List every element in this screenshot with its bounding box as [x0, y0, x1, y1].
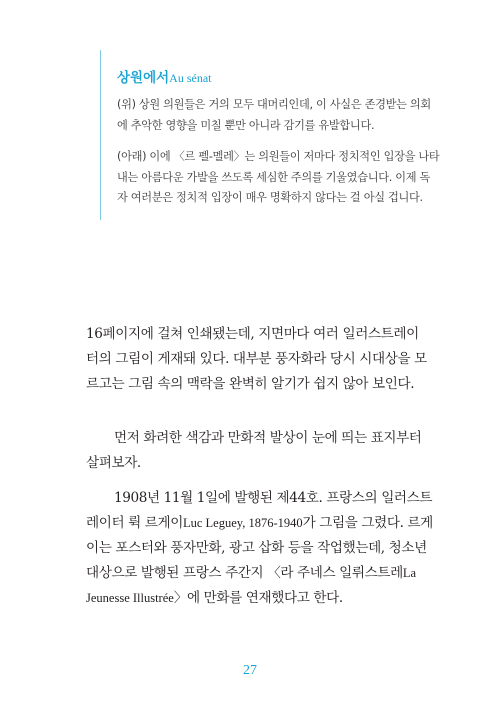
body-line: 이는 포스터와 풍자만화, 광고 삽화 등을 작업했는데, 청소년 — [86, 540, 427, 556]
caption-line: (위) 상원 의원들은 거의 모두 대머리인데, 이 사실은 존경받는 의회 — [117, 98, 431, 111]
body-line: 터의 그림이 게재돼 있다. 대부분 풍자화라 당시 시대상을 모 — [86, 351, 427, 367]
body-text-run: 가 그림을 그렸다. 르게 — [302, 515, 433, 531]
body-paragraph-3 — [86, 486, 433, 611]
caption-sidebar — [100, 50, 440, 220]
body-line — [86, 586, 416, 611]
body-paragraph-1 — [86, 322, 427, 397]
magazine-name-latin: Jeunesse Illustrée — [86, 591, 174, 605]
body-text-run: 〉에 만화를 연재했다고 한다. — [173, 590, 343, 606]
body-line — [86, 511, 433, 536]
body-line: 살펴보자. — [86, 455, 141, 471]
page-number: 27 — [243, 663, 257, 678]
caption-line: 자 여러분은 정치적 입장이 매우 명확하지 않다는 걸 아실 겁니다. — [117, 191, 423, 204]
sidebar-title-french: Au sénat — [169, 71, 212, 85]
body-paragraph-2 — [86, 426, 422, 476]
body-line: 16페이지에 걸쳐 인쇄됐는데, 지면마다 여러 일러스트레이 — [86, 326, 419, 342]
sidebar-title — [117, 66, 430, 86]
caption-line: 에 추악한 영향을 미칠 뿐만 아니라 감기를 유발합니다. — [117, 118, 375, 132]
body-line: 1908년 11월 1일에 발행된 제44호. 프랑스의 일러스트 — [114, 490, 433, 506]
body-line: 르고는 그림 속의 맥락을 완벽히 알기가 쉽지 않아 보인다. — [86, 376, 415, 392]
caption-line: 내는 아름다운 가발을 쓰도록 세심한 주의를 기울였습니다. 이제 독 — [117, 170, 430, 184]
caption-line: (아래) 이에 〈르 펠-멜레〉는 의원들이 저마다 정치적인 입장을 나타 — [117, 150, 440, 163]
sidebar-caption-top — [117, 95, 430, 136]
body-line: 먼저 화려한 색감과 만화적 발상이 눈에 띄는 표지부터 — [114, 430, 422, 446]
body-line — [86, 561, 416, 586]
artist-name-latin: Luc Leguey, 1876-1940 — [182, 516, 303, 530]
sidebar-title-korean: 상원에서 — [117, 70, 170, 86]
body-text-run: 레이터 뤽 르게이 — [86, 515, 183, 531]
magazine-name-latin: La — [402, 566, 417, 580]
body-text-run: 대상으로 발행된 프랑스 주간지 〈라 주네스 일뤼스트레 — [86, 565, 403, 581]
sidebar-caption-bottom — [117, 147, 440, 209]
